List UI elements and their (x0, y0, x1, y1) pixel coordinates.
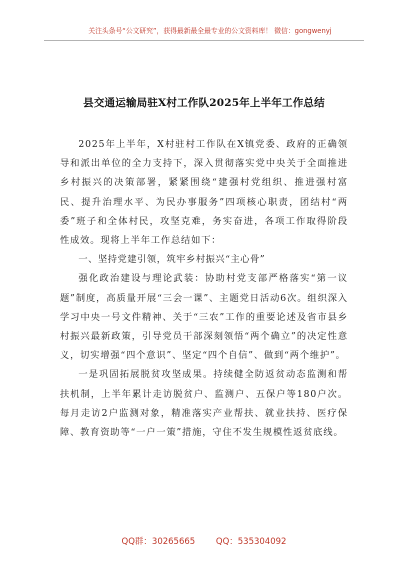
body-paragraph: 强化政治建设与理论武装：协助村党支部严格落实“第一议题”制度，高质量开展“三会一课”、主题党日活动6次。组织深入学习中央一号文件精神、关于“三农”工作的重要论述及省市县乡村振兴最新政策，引导党员干部深刻领悟“两个确立”的决定性意义，切实增强“四个意识”、坚定“四个自信”、做到“两个维护”。 (60, 273, 348, 362)
section-heading: 一、坚持党建引领，筑牢乡村振兴“主心骨” (78, 254, 266, 266)
body-paragraph: 一是巩固拓展脱贫攻坚成果。持续健全防返贫动态监测和帮扶机制，上半年累计走访脱贫户、监测户、五保户等180户次。每月走访2户监测对象，精准落实产业帮扶、就业扶持、医疗保障、教育资助等“一户一策”措施，守住不发生规模性返贫底线。 (60, 369, 348, 439)
document-body (60, 135, 348, 442)
intro-paragraph: 2025年上半年，X村驻村工作队在X镇党委、政府的正确领导和派出单位的全力支持下，深入贯彻落实党中央关于全面推进乡村振兴的决策部署，紧紧围绕“建强村党组织、推进强村富民、提升治理水平、为民办事服务”四项核心职责，团结村“两委”班子和全体村民，攻坚克难，务实奋进，各项工作取得阶段性成效。现将上半年工作总结如下： (60, 139, 348, 247)
footer-qq-group: QQ群：30265665 (121, 537, 196, 547)
header-divider (44, 40, 364, 41)
footer-contact (60, 535, 348, 547)
header-notice: 关注头条号“公文研究”，获得最新最全最专业的公文资料库！ 微信：gongwenyj (88, 27, 332, 35)
footer-qq: QQ：535304092 (215, 537, 287, 547)
document-title: 县交通运输局驻X村工作队2025年上半年工作总结 (83, 97, 325, 109)
